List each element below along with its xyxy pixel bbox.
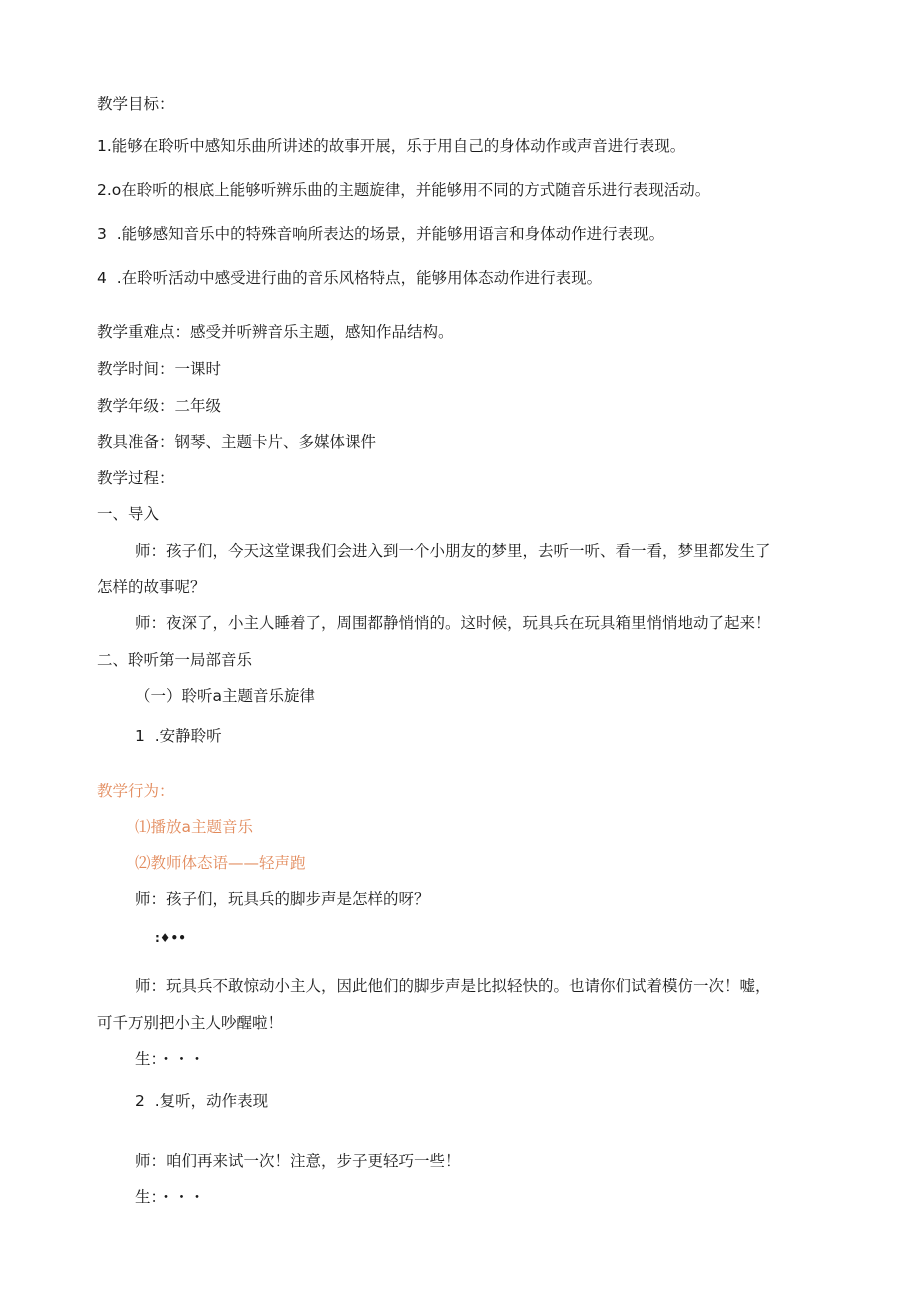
objective-item-4: 4 .在聆听活动中感受进行曲的音乐风格特点，能够用体态动作进行表现。 [97, 269, 603, 287]
objective-item-1: 1.能够在聆听中感知乐曲所讲述的故事开展，乐于用自己的身体动作或声音进行表现。 [97, 137, 686, 155]
objectives-heading: 教学目标： [97, 95, 175, 113]
intro-paragraph-2: 师：夜深了，小主人睡着了，周围都静悄悄的。这时候，玩具兵在玩具箱里悄悄地动了起来！ [135, 614, 771, 632]
objective-item-3: 3 .能够感知音乐中的特殊音响所表达的场景，并能够用语言和身体动作进行表现。 [97, 225, 665, 243]
section-heading-listening: 二、聆听第一局部音乐 [97, 651, 253, 669]
objective-item-2: 2.o在聆听的根底上能够听辨乐曲的主题旋律，并能够用不同的方式随音乐进行表现活动。 [97, 181, 711, 199]
intro-paragraph-1-line-1: 师：孩子们，今天这堂课我们会进入到一个小朋友的梦里，去听一听、看一看，梦里都发生了 [135, 542, 771, 560]
key-points: 教学重难点：感受并听辨音乐主题，感知作品结构。 [97, 323, 454, 341]
teaching-behavior-heading: 教学行为： [97, 782, 175, 800]
subsection-heading-a-theme: （一）聆听a主题音乐旋律 [135, 687, 315, 705]
teaching-behavior-item-1: ⑴播放a主题音乐 [135, 818, 253, 836]
teacher-paragraph-2-line-2: 可千万别把小主人吵醒啦！ [97, 1014, 284, 1032]
teaching-materials: 教具准备：钢琴、主题卡片、多媒体课件 [97, 433, 377, 451]
step-quiet-listening: 1 .安静聆听 [135, 727, 222, 745]
intro-paragraph-1-line-2: 怎样的故事呢？ [97, 578, 206, 596]
teacher-question-footsteps: 师：孩子们，玩具兵的脚步声是怎样的呀？ [135, 890, 430, 908]
teacher-paragraph-2-line-1: 师：玩具兵不敢惊动小主人，因此他们的脚步声是比拟轻快的。也请你们试着模仿一次！嘘， [135, 977, 771, 995]
process-heading: 教学过程： [97, 469, 175, 487]
teaching-grade: 教学年级：二年级 [97, 397, 222, 415]
symbol-marker: :♦•• [155, 931, 186, 945]
teaching-behavior-item-2: ⑵教师体态语——轻声跑 [135, 854, 306, 872]
student-response-2: 生：・・・ [135, 1188, 205, 1206]
section-heading-intro: 一、导入 [97, 505, 160, 523]
student-response-1: 生：・・・ [135, 1050, 205, 1068]
step-relisten-movement: 2 .复听，动作表现 [135, 1092, 269, 1110]
teaching-time: 教学时间：一课时 [97, 360, 222, 378]
teacher-paragraph-3: 师：咱们再来试一次！注意，步子更轻巧一些！ [135, 1152, 461, 1170]
